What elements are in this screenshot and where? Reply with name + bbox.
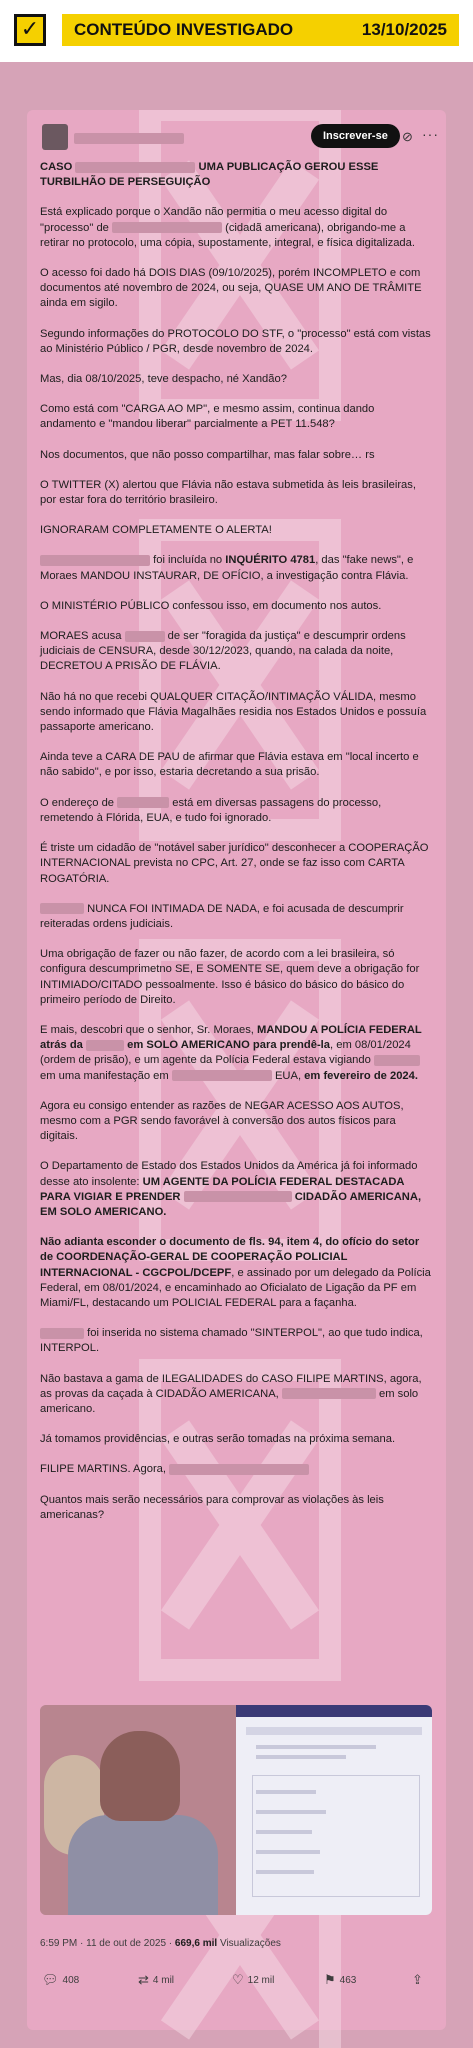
bookmark-icon: ⚑ [324,1972,336,1987]
paragraph: Mas, dia 08/10/2025, teve despacho, né Xandão? [40,373,287,386]
like-button[interactable] [232,1972,274,1988]
investigated-banner [0,0,473,62]
paragraph: IGNORARAM COMPLETAMENTE O ALERTA! [40,524,272,537]
paragraph: O Departamento de Estado dos Estados Unidos da América já foi informado desse ato insolente: UM AGENTE DA POLÍCIA FEDERAL DESTACADA PARA VIGIAR E PRENDER CIDADÃO AMERICANA, EM SOLO AMERICANO. [40,1160,422,1218]
paragraph: Já tomamos providências, e outras serão tomadas na próxima semana. [40,1433,396,1446]
paragraph: Não adianta esconder o documento de fls. 94, item 4, do ofício do setor de COORDENAÇÃO-GERAL DE COOPERAÇÃO POLICIAL INTERNACIONAL - CGCPOL/DCEPF, e assinado por um delegado da Polícia Federal, em 08/01/2024, e encaminhado ao Oficialato de Ligação da PF em Miami/FL, destacando um POLICIAL FEDERAL para a façanha. [40,1236,431,1309]
document-line [256,1830,312,1834]
paragraph: Não bastava a gama de ILEGALIDADES do CASO FILIPE MARTINS, agora, as provas da caçada à CIDADÃO AMERICANA, em solo americano. [40,1372,422,1415]
heart-icon: ♡ [232,1972,244,1987]
share-icon: ⇪ [412,1972,423,1987]
reply-icon: 💬︎ [42,1972,59,1987]
paragraph: CASO UMA PUBLICAÇÃO GEROU ESSE TURBILHÃO DE PERSEGUIÇÃO [40,161,379,189]
post-meta [40,1938,281,1949]
document-line [256,1745,376,1749]
repost-count: 4 mil [152,1974,175,1986]
views-count: 669,6 mil [174,1938,218,1949]
reply-button[interactable] [42,1972,79,1988]
person-body-image [68,1815,218,1915]
repost-button[interactable] [138,1972,174,1988]
banner-label: CONTEÚDO INVESTIGADO [74,20,294,39]
post-timestamp[interactable]: 6:59 PM · 11 de out de 2025 · [40,1938,173,1949]
verified-check-logo: ✓ [14,14,46,46]
paragraph: E mais, descobri que o senhor, Sr. Moraes, MANDOU A POLÍCIA FEDERAL atrás da em SOLO AMERICANO para prendê-la, em 08/01/2024 (ordem de prisão), e um agente da Polícia Federal estava vigiando em uma manifestação em EUA, em fevereiro de 2024. [40,1023,422,1082]
paragraph: O acesso foi dado há DOIS DIAS (09/10/2025), porém INCOMPLETO e com documentos até novembro de 2024, ou seja, QUASE UM ANO DE TRÂMITE ainda em sigilo. [40,267,422,310]
blurred-face-image [100,1731,180,1821]
document-line [256,1790,316,1794]
document-line [256,1850,320,1854]
paragraph: O endereço de está em diversas passagens do processo, remetendo à Flórida, EUA, e tudo foi ignorado. [40,796,382,824]
paragraph: NUNCA FOI INTIMADA DE NADA, e foi acusada de descumprir reiteradas ordens judiciais. [40,902,404,930]
paragraph: FILIPE MARTINS. Agora, [40,1462,432,1477]
like-count: 12 mil [247,1974,275,1986]
paragraph: É triste um cidadão de "notável saber jurídico" desconhecer a COOPERAÇÃO INTERNACIONAL prevista no CPC, Art. 27, onde se faz isso com CARTA ROGATÓRIA. [40,842,429,885]
paragraph: Agora eu consigo entender as razões de NEGAR ACESSO AOS AUTOS, mesmo com a PGR sendo favorável à conversão dos autos físicos para digitais. [40,1099,404,1143]
paragraph: O TWITTER (X) alertou que Flávia não estava submetida às leis brasileiras, por estar fora do território brasileiro. [40,478,416,507]
reply-count: 408 [62,1974,80,1986]
repost-icon: ⇄ [138,1972,149,1987]
document-screenshot[interactable] [236,1705,432,1915]
banner-label-bar [62,14,459,46]
grok-icon[interactable]: ⊘ [402,129,413,144]
views-label: Visualizações [219,1938,281,1949]
paragraph: Como está com "CARGA AO MP", e mesmo assim, continua dando andamento e "mandou liberar" parcialmente a PET 11.548? [40,403,375,431]
subscribe-button[interactable]: Inscrever-se [311,124,400,148]
paragraph: foi inserida no sistema chamado "SINTERPOL", ao que tudo indica, INTERPOL. [40,1327,423,1355]
paragraph: Segundo informações do PROTOCOLO DO STF, o "processo" está com vistas ao Ministério Público / PGR, desde novembro de 2024. [40,327,431,355]
paragraph: MORAES acusa de ser "foragida da justiça" e descumprir ordens judiciais de CENSURA, desde 30/12/2023, quando, na calada da noite, DECRETOU A PRISÃO DE FLÁVIA. [40,630,406,673]
document-menu-bar [246,1727,422,1735]
author-avatar[interactable] [42,124,68,150]
paragraph: Não há no que recebi QUALQUER CITAÇÃO/INTIMAÇÃO VÁLIDA, mesmo sendo informado que Flávia Magalhães residia nos Estados Unidos e possuía passaporte americano. [40,690,427,734]
paragraph: foi incluída no INQUÉRITO 4781, das "fake news", e Moraes MANDOU INSTAURAR, DE OFÍCIO, a investigação contra Flávia. [40,554,414,582]
paragraph: Uma obrigação de fazer ou não fazer, de acordo com a lei brasileira, só configura descumprimetno SE, E SOMENTE SE, quem deve a obrigação for INTIMIADO/CITADO pessoalmente. Isso é básico do básico do básico do primeiro período de Direito. [40,948,420,1006]
paragraph: Nos documentos, que não posso compartilhar, mas falar sobre… rs [40,448,375,461]
document-line [256,1810,326,1814]
banner-date: 13/10/2025 [361,20,447,39]
paragraph: Está explicado porque o Xandão não permitia o meu acesso digital do "processo" de (cidadã americana), obrigando-me a retirar no protocolo, uma cópia, supostamente, integral, e física digitalizada. [40,206,415,249]
document-line [256,1755,346,1759]
post-action-bar [40,1972,432,1992]
paragraph: Quantos mais serão necessários para comprovar as violações às leis americanas? [40,1493,384,1521]
bookmark-button[interactable] [324,1972,356,1988]
photo-thumbnail[interactable] [40,1705,236,1915]
attached-media[interactable] [40,1705,432,1915]
paragraph: O MINISTÉRIO PÚBLICO confessou isso, em documento nos autos. [40,599,382,612]
author-name-redacted[interactable] [74,130,184,148]
paragraph: Ainda teve a CARA DE PAU de afirmar que Flávia estava em "local incerto e não sabido", e por isso, estaria decretando a sua prisão. [40,751,419,779]
document-header-bar [236,1705,432,1717]
document-line [256,1870,314,1874]
share-button[interactable] [412,1972,423,1988]
more-icon[interactable]: ··· [422,126,439,142]
bookmark-count: 463 [339,1974,357,1986]
post-text [40,160,432,1538]
